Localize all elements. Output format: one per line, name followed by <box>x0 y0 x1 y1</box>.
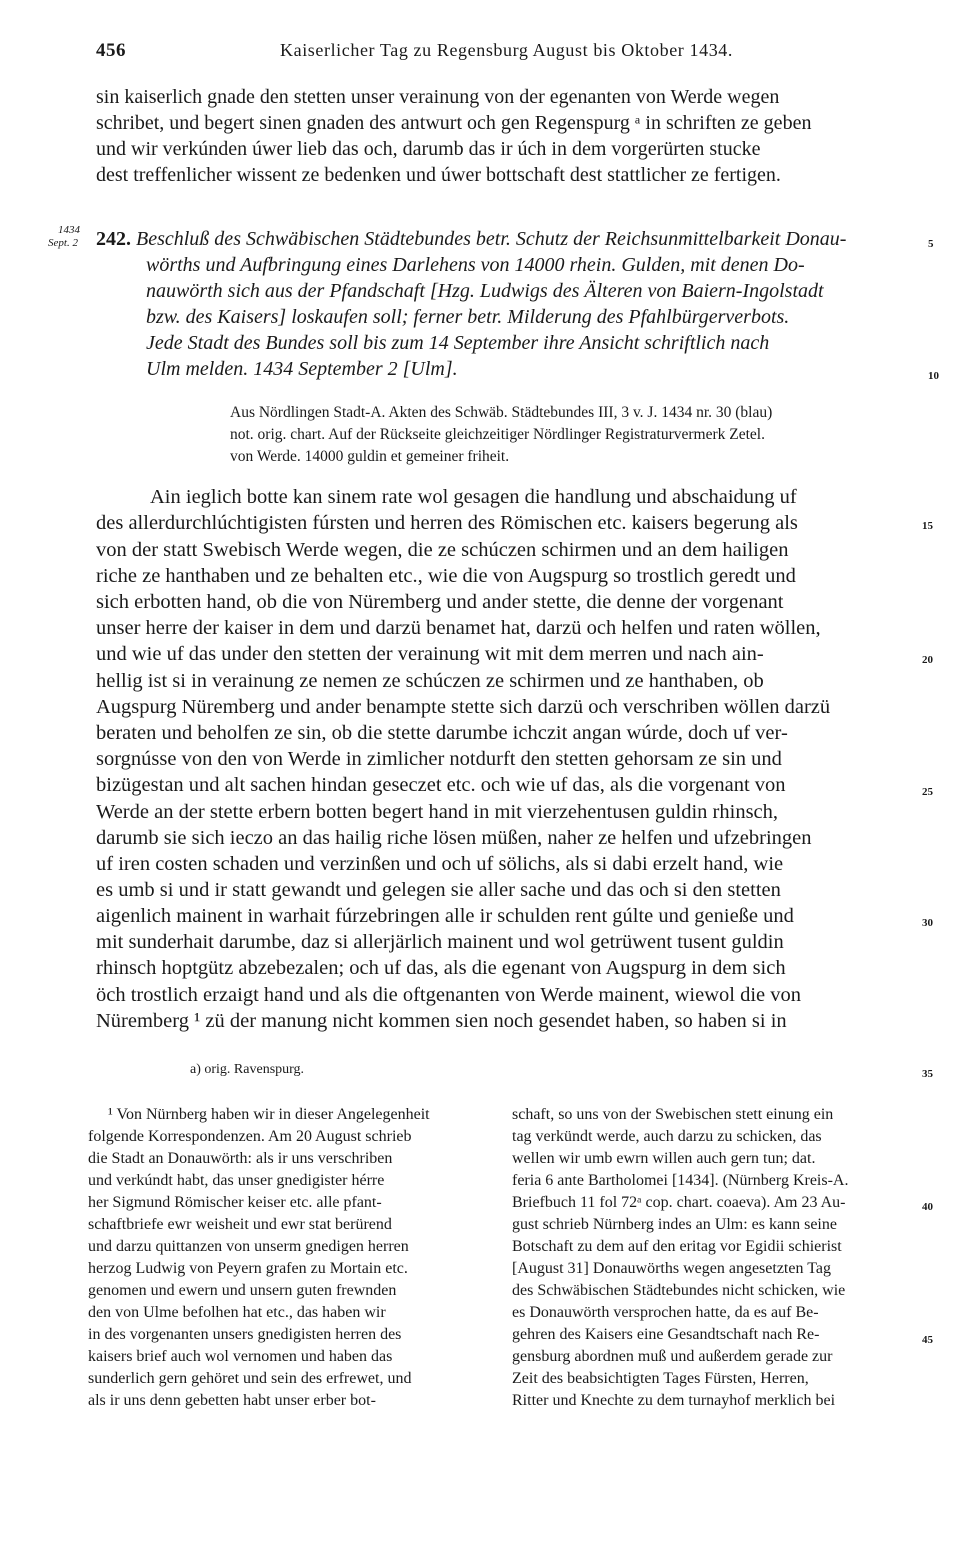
line-number: 40 <box>922 1201 933 1213</box>
line-number: 15 <box>922 520 933 532</box>
footnote-line: genomen und ewern und unsern guten frewnden <box>88 1282 397 1299</box>
intro-line: sin kaiserlich gnade den stetten unser verainung von der egenanten von Werde wegen <box>96 86 780 108</box>
footnote-line: als ir uns denn gebetten habt unser erber bot- <box>88 1392 376 1409</box>
intro-line: dest treffenlicher wissent ze bedenken und úwer bottschaft dest stattlicher ze fertigen. <box>96 164 781 186</box>
document-heading-line: bzw. des Kaisers] loskaufen soll; ferner betr. Milderung des Pfahlbürgerverbots. <box>146 306 790 328</box>
body-line: des allerdurchlúchtigisten fúrsten und herren des Römischen etc. kaisers begerung als <box>96 512 798 534</box>
body-line: unser herre der kaiser in dem und darzü benamet hat, darzü och helfen und raten wöllen, <box>96 617 821 639</box>
body-line: riche ze hanthaben und ze behalten etc., wie die von Augspurg so trostlich geredt und <box>96 565 796 587</box>
line-number: 20 <box>922 654 933 666</box>
body-line: öch trostlich erzaigt hand und als die oftgenanten von Werde mainent, wiewol die von <box>96 984 802 1006</box>
footnote-line: schaftbriefe ewr weisheit und ewr stat berürend <box>88 1216 392 1233</box>
page-number: 456 <box>96 40 126 61</box>
document-heading-line: Jede Stadt des Bundes soll bis zum 14 September ihre Ansicht schriftlich nach <box>146 332 770 354</box>
footnote-line: Briefbuch 11 fol 72ᵃ cop. chart. coaeva). Am 23 Au- <box>512 1194 846 1211</box>
footnote-line: gust schrieb Nürnberg indes an Ulm: es kann seine <box>512 1216 837 1233</box>
body-line: und wie uf das under den stetten der verainung wit mit dem merren und nach ain- <box>96 643 764 665</box>
footnote-line: den von Ulme befolhen hat etc., das haben wir <box>88 1304 386 1321</box>
body-line: Augspurg Nüremberg und ander benampte stette sich darzü och verschriben wöllen darzü <box>96 696 831 718</box>
footnote-line: her Sigmund Römischer keiser etc. alle pfant- <box>88 1194 382 1211</box>
body-line: es umb si und ir statt gewandt und gelegen sie aller sache und das och si den stetten <box>96 879 781 901</box>
line-number: 10 <box>928 370 939 382</box>
body-line: rhinsch hoptgütz abzebezalen; och uf das, als die egenant von Augspurg in dem sich <box>96 957 786 979</box>
variant-note: a) orig. Ravenspurg. <box>190 1062 305 1077</box>
body-line: darumb sie sich ieczo an das hailig riche lösen müßen, naher ze helfen und ufzebringen <box>96 827 812 849</box>
footnote-line: des Schwäbischen Städtebundes nicht schicken, wie <box>512 1282 846 1299</box>
body-line: bizügestan und alt sachen hindan geseczet etc. och wie uf das, als die vorgenant von <box>96 774 786 796</box>
footnote-line: tag verkündt werde, auch darzu zu schicken, das <box>512 1128 822 1145</box>
footnote-line: Ritter und Knechte zu dem turnayhof merklich bei <box>512 1392 836 1409</box>
footnote-line: folgende Korrespondenzen. Am 20 August schrieb <box>88 1128 412 1145</box>
footnote-line: Botschaft zu dem auf den eritag vor Egidii schierist <box>512 1238 842 1255</box>
document-heading-line: Ulm melden. 1434 September 2 [Ulm]. <box>146 358 458 380</box>
source-note-line: not. orig. chart. Auf der Rückseite gleichzeitiger Nördlinger Registraturvermerk Zetel. <box>230 426 765 443</box>
source-note-line: Aus Nördlingen Stadt-A. Akten des Schwäb. Städtebundes III, 3 v. J. 1434 nr. 30 (blau) <box>230 404 773 421</box>
footnote-line: und darzu quittanzen von unserm gnedigen herren <box>88 1238 409 1255</box>
footnote-line: es Donauwörth versprochen hatte, da es auf Be- <box>512 1304 819 1321</box>
footnote-line: die Stadt an Donauwörth: als ir uns verschriben <box>88 1150 393 1167</box>
line-number: 45 <box>922 1334 933 1346</box>
footnote-line: sunderlich gern gehöret und sein des erfrewet, und <box>88 1370 412 1387</box>
document-heading-line: nauwörth sich aus der Pfandschaft [Hzg. Ludwigs des Älteren von Baiern-Ingolstadt <box>146 280 824 302</box>
footnote-line: [August 31] Donauwörths wegen angesetzten Tag <box>512 1260 831 1277</box>
source-note-line: von Werde. 14000 guldin et gemeiner friheit. <box>230 448 510 465</box>
line-number: 25 <box>922 786 933 798</box>
document-heading-line <box>96 228 846 251</box>
line-number: 30 <box>922 917 933 929</box>
line-number: 5 <box>928 238 934 250</box>
body-line: hellig ist si in verainung ze nemen ze schúczen ze schirmen und ze hanthaben, ob <box>96 670 764 692</box>
document-number: 242. <box>96 228 131 250</box>
intro-line: und wir verkúnden úwer lieb das och, darumb das ir úch in dem vorgerürten stucke <box>96 138 761 160</box>
footnote-line: feria 6 ante Bartholomei [1434]. (Nürnberg Kreis-A. <box>512 1172 849 1189</box>
footnote-line: in des vorgenanten unsers gnedigisten herren des <box>88 1326 402 1343</box>
margin-date-day: Sept. 2 <box>48 237 78 249</box>
body-line: beraten und beholfen ze sin, ob die stette darumbe ichczit angan wúrde, doch uf ver- <box>96 722 788 744</box>
body-line: Nüremberg ¹ zü der manung nicht kommen sien noch gesendet haben, so haben si in <box>96 1010 787 1032</box>
body-line: aigenlich mainent in warhait fúrzebringen alle ir schulden rent gúlte und genieße und <box>96 905 794 927</box>
body-line: Ain ieglich botte kan sinem rate wol gesagen die handlung und abschaidung uf <box>150 486 797 508</box>
footnote-line: Zeit des beabsichtigten Tages Fürsten, Herren, <box>512 1370 809 1387</box>
footnote-line: und verkúndt habt, das unser gnedigister hérre <box>88 1172 385 1189</box>
footnote-line: gensburg abordnen muß und außerdem gerade zur <box>512 1348 833 1365</box>
margin-date-year: 1434 <box>58 224 80 236</box>
footnote-line: kaisers brief auch wol vernomen und haben das <box>88 1348 393 1365</box>
footnote-line: ¹ Von Nürnberg haben wir in dieser Angelegenheit <box>108 1106 430 1123</box>
body-line: sich erbotten hand, ob die von Nüremberg und ander stette, die denne der vorgenant <box>96 591 784 613</box>
body-line: uf iren costen schaden und verzinßen und och uf sölichs, als si dabi erzelt hand, wie <box>96 853 784 875</box>
footnote-line: wellen wir umb ewrn willen auch gern tun; dat. <box>512 1150 816 1167</box>
body-line: Werde an der stette erbern botten begert hand in mit vierzehentusen guldin rhinsch, <box>96 801 779 823</box>
intro-line: schribet, und begert sinen gnaden des antwurt och gen Regenspurg ᵃ in schriften ze geben <box>96 112 812 134</box>
body-line: von der statt Swebisch Werde wegen, die ze schúczen schirmen und an dem hailigen <box>96 539 789 561</box>
footnote-line: schaft, so uns von der Swebischen stett einung ein <box>512 1106 834 1123</box>
footnote-line: gehren des Kaisers eine Gesandtschaft nach Re- <box>512 1326 820 1343</box>
document-heading-line: wörths und Aufbringung eines Darlehens von 14000 rhein. Gulden, mit denen Do- <box>146 254 805 276</box>
body-line: mit sunderhait darumbe, daz si allerjärlich mainent und wol getrüwent tusent guldin <box>96 931 784 953</box>
body-line: sorgnússe von den von Werde in zimlicher notdurft den stetten gehorsam ze sin und <box>96 748 782 770</box>
running-title: Kaiserlicher Tag zu Regensburg August bis Oktober 1434. <box>280 40 734 60</box>
footnote-line: herzog Ludwig von Peyern grafen zu Mortain etc. <box>88 1260 408 1277</box>
line-number: 35 <box>922 1068 933 1080</box>
document-heading-text: Beschluß des Schwäbischen Städtebundes betr. Schutz der Reichsunmittelbarkeit Donau- <box>136 228 847 250</box>
